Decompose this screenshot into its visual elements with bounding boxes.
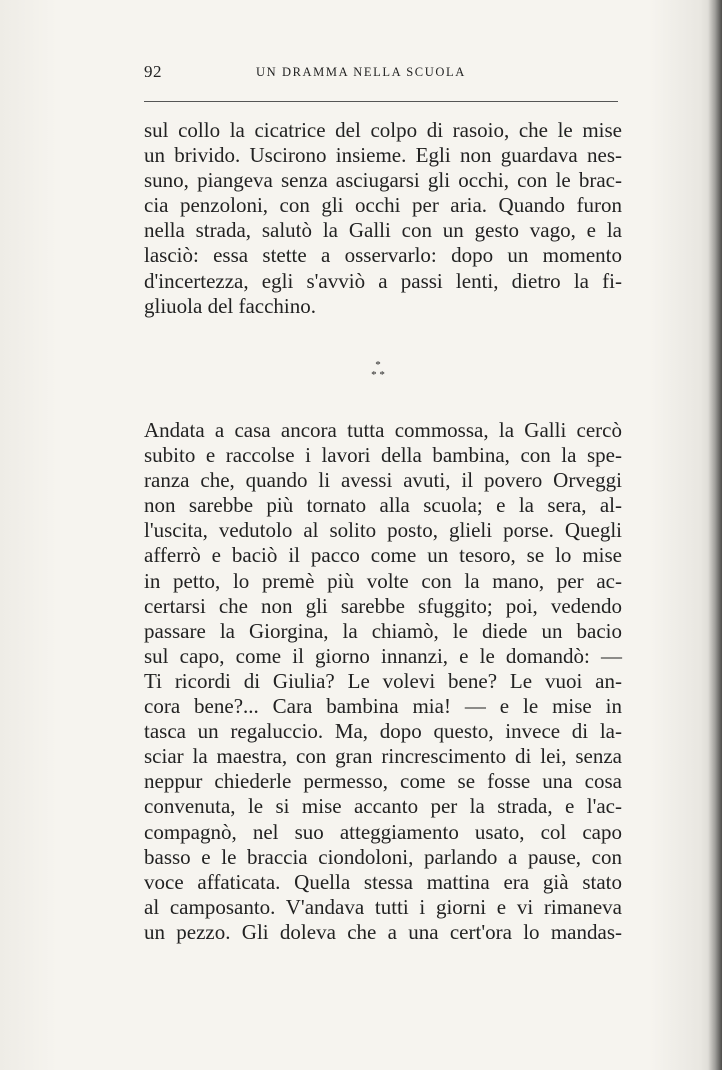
text-line: nella strada, salutò la Galli con un gesto vago, e la: [144, 218, 622, 243]
text-line: Ti ricordi di Giulia? Le volevi bene? Le vuoi an-: [144, 668, 622, 693]
section-break-asterism: [366, 360, 390, 390]
text-line: non sarebbe più tornato alla scuola; e la sera, al-: [144, 493, 622, 518]
text-line: l'uscita, vedutolo al solito posto, glieli porse. Quegli: [144, 518, 622, 543]
text-line: cia penzoloni, con gli occhi per aria. Quando furon: [144, 193, 622, 218]
text-line: lasciò: essa stette a osservarlo: dopo un momento: [144, 243, 622, 268]
text-line: Andata a casa ancora tutta commossa, la Galli cercò: [144, 418, 622, 442]
paragraph-1: [144, 118, 622, 319]
text-line: sciar la maestra, con gran rincrescimento di lei, senza: [144, 744, 622, 769]
text-line: afferrò e baciò il pacco come un tesoro, se lo mise: [144, 543, 622, 568]
text-line: voce affaticata. Quella stessa mattina era già stato: [144, 869, 622, 894]
header-rule: [144, 101, 618, 102]
text-line: ranza che, quando li avessi avuti, il povero Orveggi: [144, 468, 622, 493]
text-line: neppur chiederle permesso, come se fosse una cosa: [144, 769, 622, 794]
text-line: in petto, lo premè più volte con la mano, per ac-: [144, 568, 622, 593]
text-line: convenuta, le si mise accanto per la strada, e l'ac-: [144, 794, 622, 819]
text-line: sul capo, come il giorno innanzi, e le domandò: —: [144, 643, 622, 668]
text-line: cora bene?... Cara bambina mia! — e le mise in: [144, 694, 622, 719]
text-line: suno, piangeva senza asciugarsi gli occhi, con le brac-: [144, 168, 622, 193]
asterism-top: *: [375, 359, 381, 371]
paragraph-2: [144, 418, 622, 945]
text-line: un pezzo. Gli doleva che a una cert'ora lo mandas-: [144, 919, 622, 944]
text-line: gliuola del facchino.: [144, 293, 317, 318]
binding-shadow: [708, 0, 722, 1070]
page-number: 92: [144, 62, 162, 81]
text-line: d'incertezza, egli s'avviò a passi lenti, dietro la fi-: [144, 268, 622, 293]
asterism-bottom: * *: [371, 369, 385, 381]
text-line: al camposanto. V'andava tutti i giorni e vi rimaneva: [144, 894, 622, 919]
page-header: [144, 62, 622, 86]
text-line: sul collo la cicatrice del colpo di rasoio, che le mise: [144, 118, 622, 142]
text-line: tasca un regaluccio. Ma, dopo questo, invece di la-: [144, 719, 622, 744]
text-line: passare la Giorgina, la chiamò, le diede un bacio: [144, 618, 622, 643]
text-line: certarsi che non gli sarebbe sfuggito; poi, vedendo: [144, 593, 622, 618]
running-title: UN DRAMMA NELLA SCUOLA: [256, 65, 466, 79]
text-line: subito e raccolse i lavori della bambina, con la spe-: [144, 443, 622, 468]
text-line: compagnò, nel suo atteggiamento usato, col capo: [144, 819, 622, 844]
text-line: un brivido. Uscirono insieme. Egli non guardava nes-: [144, 143, 622, 168]
text-line: basso e le braccia ciondoloni, parlando a pause, con: [144, 844, 622, 869]
